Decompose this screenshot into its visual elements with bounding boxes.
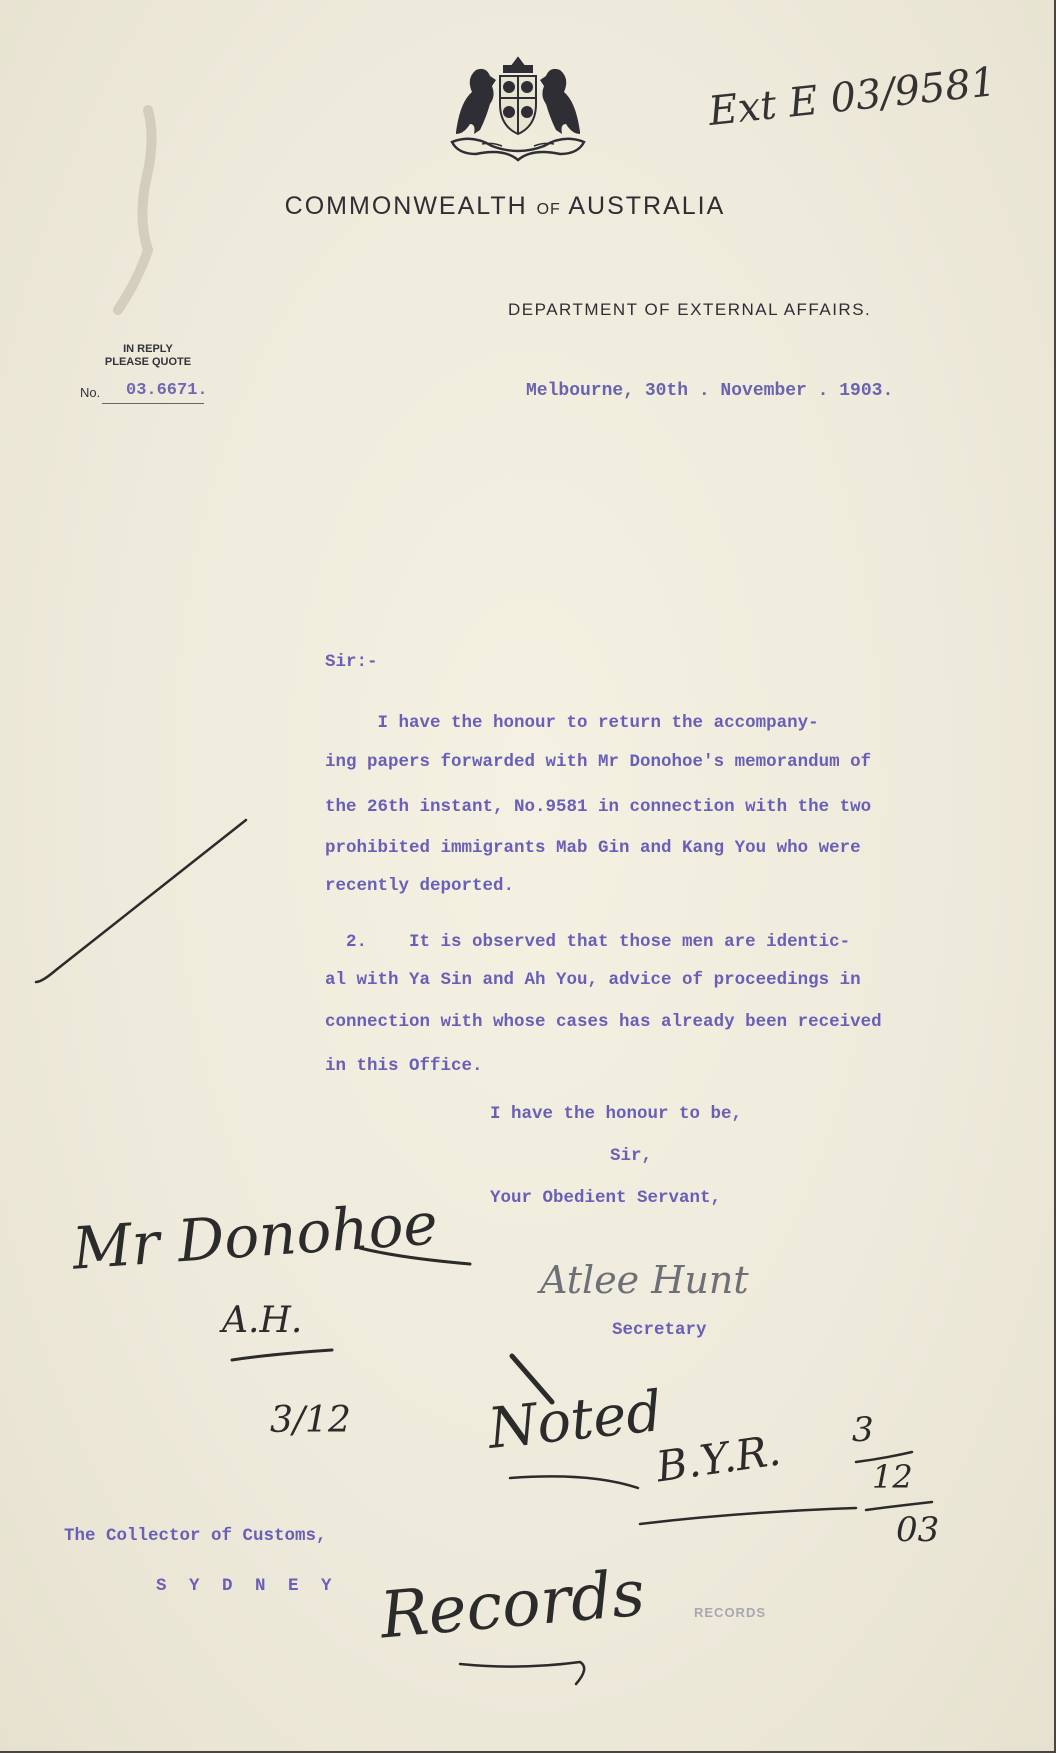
signature-title: Secretary <box>612 1320 707 1340</box>
letter-line: al with Ya Sin and Ah You, advice of proceedings in <box>325 970 861 990</box>
addressee-line1: The Collector of Customs, <box>64 1526 327 1546</box>
annotation-noted: Noted <box>485 1379 666 1462</box>
letter-line: in this Office. <box>325 1056 483 1076</box>
date-fraction-bar-2 <box>866 1502 932 1510</box>
letterhead-title-of: OF <box>536 201 561 218</box>
noted-underline <box>510 1476 638 1488</box>
letter-line: connection with whose cases has already been received <box>325 1012 882 1032</box>
letterhead-title-part1: COMMONWEALTH <box>284 192 537 220</box>
closing-line: I have the honour to be, <box>490 1104 743 1124</box>
signature: Atlee Hunt <box>540 1258 749 1302</box>
reply-line2: PLEASE QUOTE <box>104 356 192 368</box>
annotation-initials-2: B.Y.R. <box>653 1425 784 1492</box>
letter-line: ing papers forwarded with Mr Donohoe's memorandum of <box>325 752 872 772</box>
department-name: DEPARTMENT OF EXTERNAL AFFAIRS. <box>508 300 872 319</box>
reference-number-value: 03.6671. <box>126 381 208 400</box>
date-fraction-bar-1 <box>856 1452 912 1462</box>
initials-2-underline <box>640 1508 856 1524</box>
reply-line1: IN REPLY <box>123 343 173 355</box>
annotation-recipient: Mr Donohoe <box>70 1189 440 1283</box>
annotation-date-2-bottom: 03 <box>896 1510 940 1550</box>
annotation-initials: A.H. <box>222 1300 303 1341</box>
letterhead-title-part2: AUSTRALIA <box>560 192 726 220</box>
annotation-records: Records <box>377 1556 648 1654</box>
addressee-line2: S Y D N E Y <box>156 1576 338 1596</box>
diagonal-tick-stroke <box>36 820 246 982</box>
records-stamp: RECORDS <box>694 1605 767 1620</box>
letter-line: prohibited immigrants Mab Gin and Kang You who were <box>325 838 861 858</box>
file-reference-handwritten: Ext E 03/9581 <box>706 59 999 135</box>
initials-underline <box>232 1350 332 1360</box>
annotation-date-2-mid: 12 <box>872 1458 913 1496</box>
dateline: Melbourne, 30th . November . 1903. <box>526 381 894 401</box>
letter-line: the 26th instant, No.9581 in connection with the two <box>325 797 872 817</box>
letter-line: 2. It is observed that those men are identic- <box>325 932 851 952</box>
signature-line-mark <box>360 1248 470 1264</box>
annotation-date-2-top: 3 <box>852 1410 874 1450</box>
reference-number-label: No. <box>80 385 101 400</box>
records-underline <box>460 1662 584 1684</box>
annotation-date: 3/12 <box>270 1400 351 1441</box>
salutation: Sir:- <box>325 652 378 672</box>
letter-line: recently deported. <box>325 876 515 896</box>
letter-line: I have the honour to return the accompany- <box>325 713 819 733</box>
noted-slash-mark <box>512 1356 552 1402</box>
closing-line: Sir, <box>610 1146 653 1166</box>
closing-line: Your Obedient Servant, <box>490 1188 722 1208</box>
fold-mark-stroke <box>118 110 152 310</box>
